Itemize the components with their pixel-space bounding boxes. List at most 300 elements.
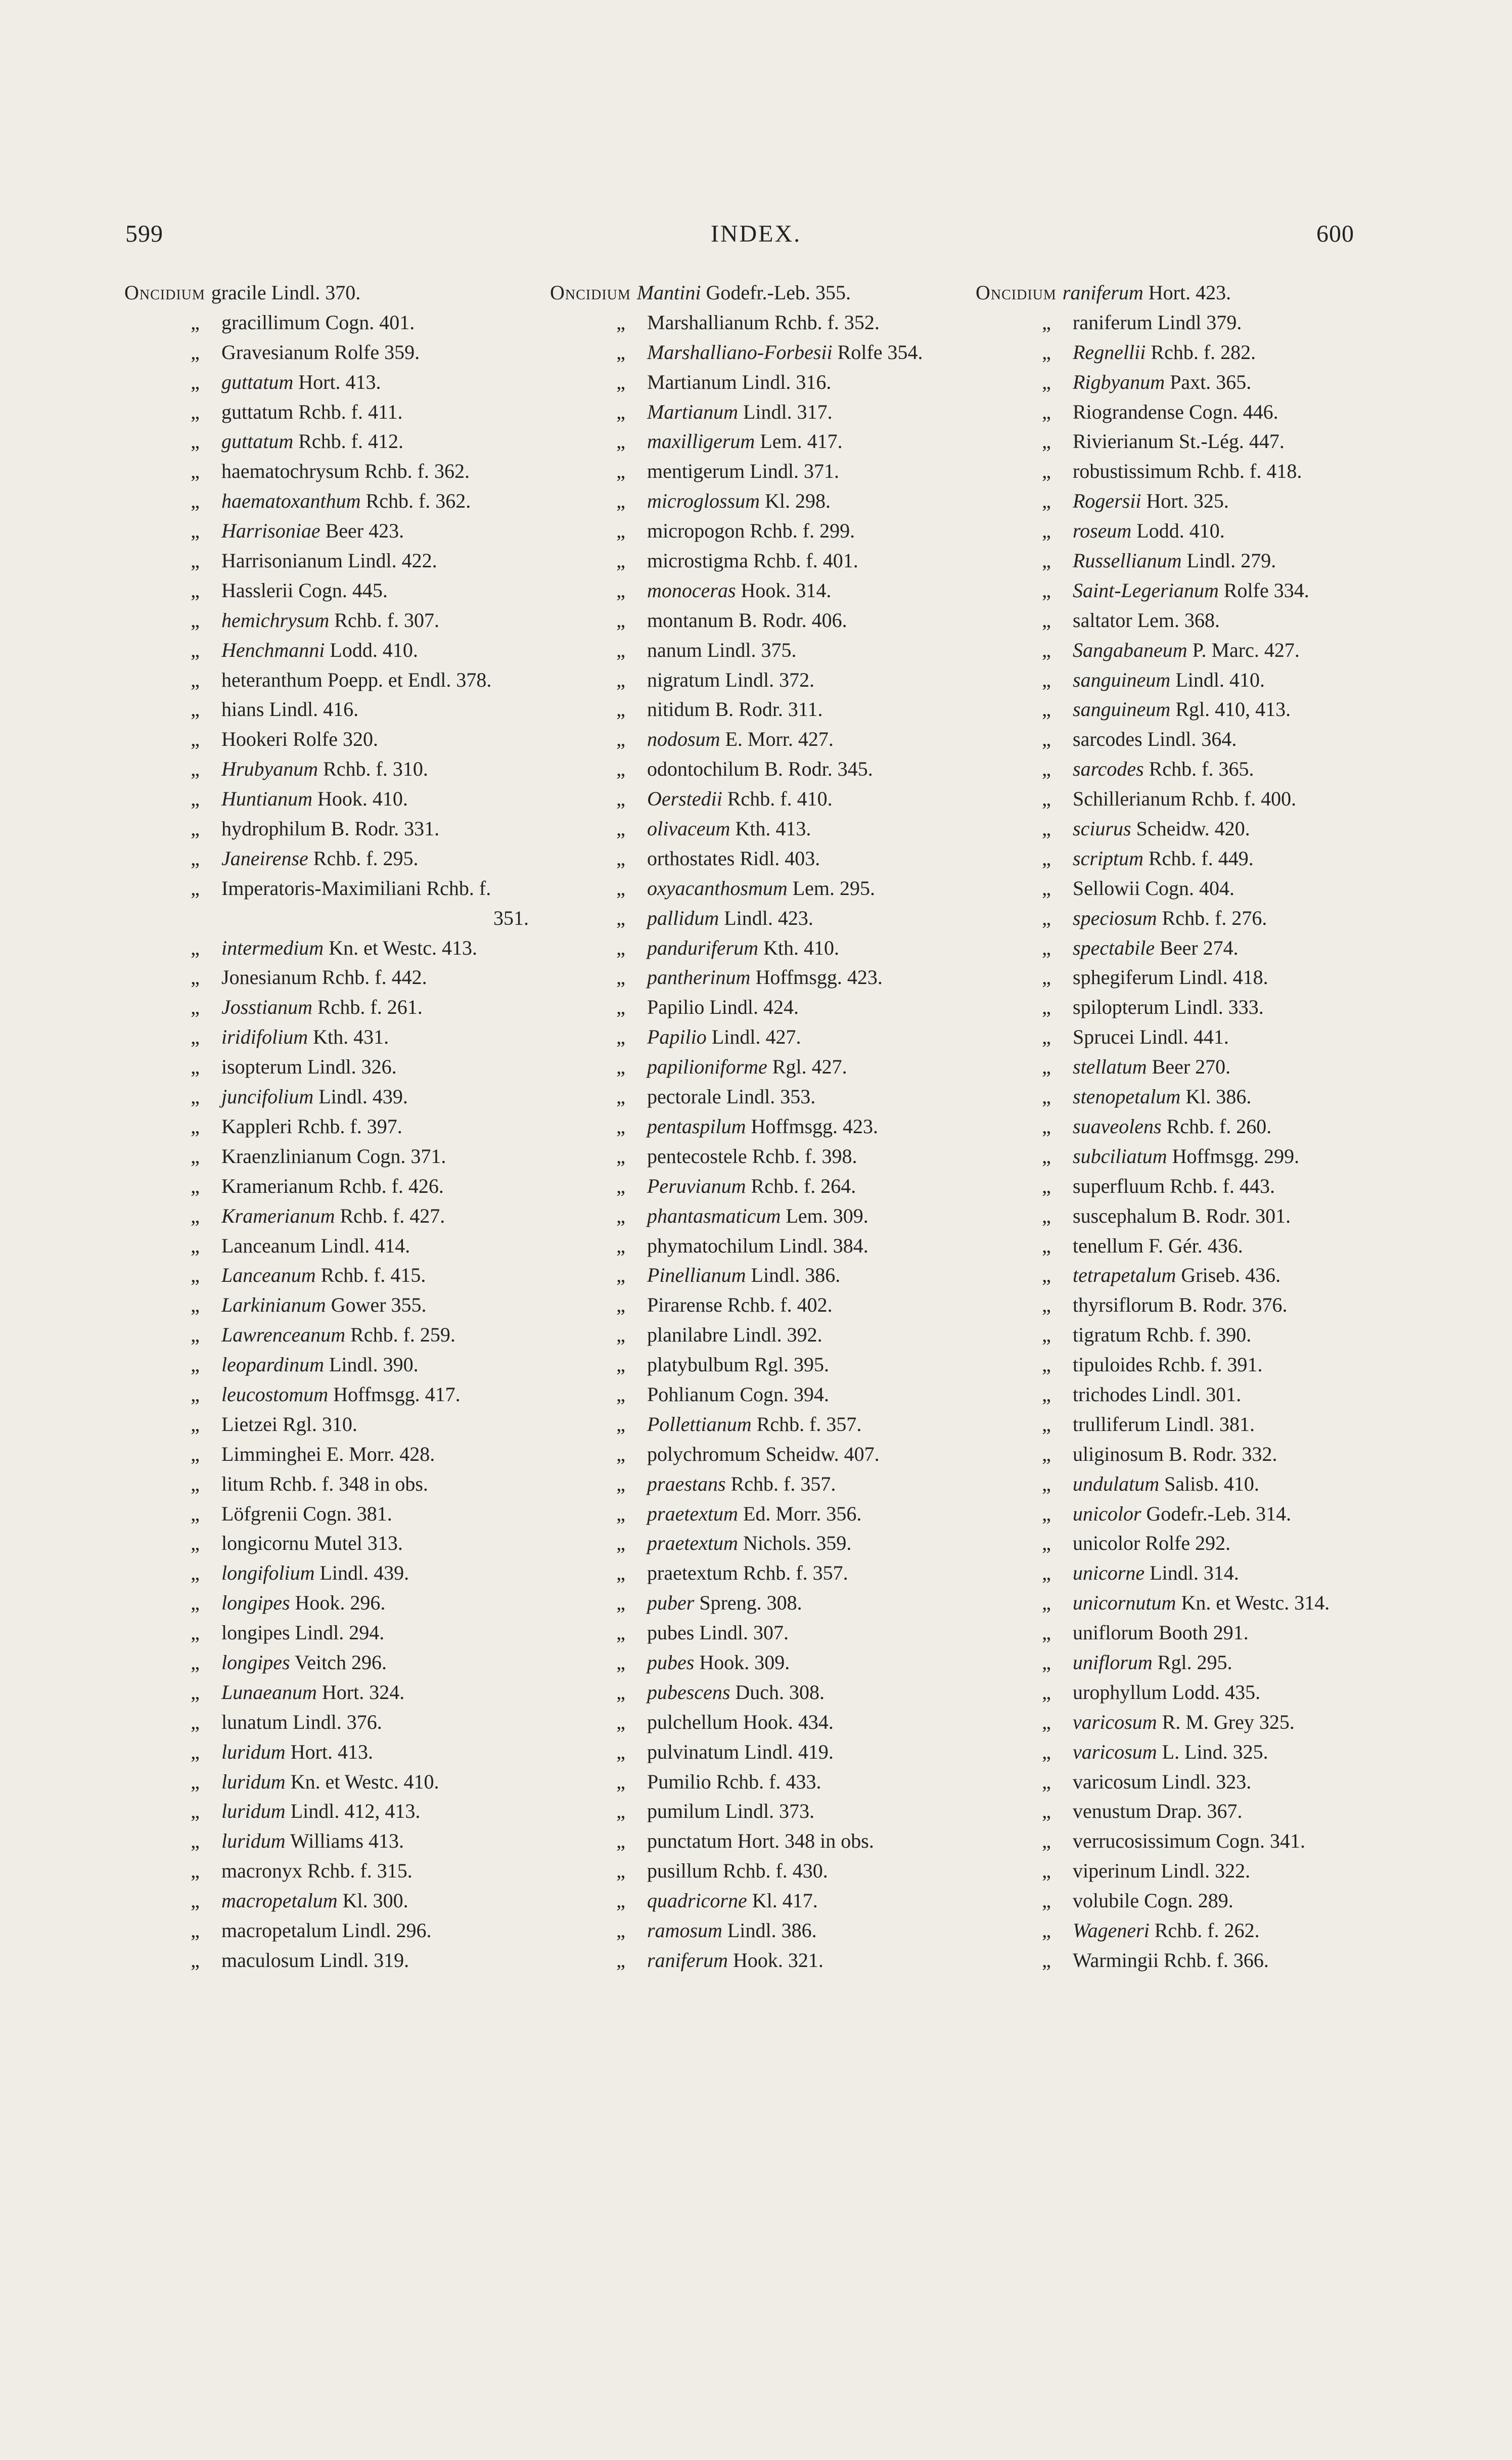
- index-entry: [976, 486, 1421, 516]
- ditto-mark: „: [616, 1114, 625, 1138]
- index-entry: [976, 1201, 1421, 1231]
- index-entry: [976, 1440, 1421, 1469]
- ditto-mark: „: [191, 1502, 200, 1525]
- index-entry: [550, 1380, 995, 1410]
- ditto-mark: „: [191, 1353, 200, 1376]
- ditto-mark: „: [191, 1085, 200, 1108]
- ditto-mark: „: [191, 638, 200, 661]
- authority-and-page: Beer 423.: [325, 519, 404, 543]
- index-entry: [550, 695, 995, 725]
- ditto-mark: „: [1042, 787, 1051, 811]
- authority-and-page: Mutel 313.: [314, 1532, 403, 1555]
- species-name: Lanceanum: [221, 1264, 316, 1287]
- authority-and-page: Rchb. f. 418.: [1197, 460, 1302, 483]
- ditto-mark: „: [616, 966, 625, 989]
- ditto-mark: „: [191, 1412, 200, 1436]
- index-entry: [124, 1946, 569, 1976]
- index-entry: [976, 1380, 1421, 1410]
- index-entry: [124, 784, 569, 814]
- authority-and-page: Lodd. 435.: [1172, 1680, 1261, 1704]
- ditto-mark: „: [1042, 966, 1051, 989]
- authority-and-page: Rchb. f. 276.: [1162, 906, 1267, 929]
- species-name: intermedium: [221, 936, 324, 959]
- authority-and-page: Lindl. 316.: [742, 370, 832, 393]
- index-entry: [550, 1082, 995, 1112]
- index-entry: [976, 1142, 1421, 1172]
- index-entry: [550, 963, 995, 993]
- ditto-mark: „: [191, 1561, 200, 1585]
- index-entry: [550, 1410, 995, 1440]
- authority-and-page: Hort. 423.: [1148, 281, 1231, 304]
- species-name: leopardinum: [221, 1353, 324, 1376]
- index-entry: [550, 1142, 995, 1172]
- index-entry: [124, 308, 569, 338]
- authority-and-page: Hort. 325.: [1146, 489, 1229, 513]
- index-entry: [124, 1916, 569, 1946]
- species-name: luridum: [221, 1740, 286, 1763]
- authority-and-page: B. Rodr. 345.: [764, 757, 873, 781]
- authority-and-page: Lindl. 381.: [1165, 1412, 1255, 1436]
- authority-and-page: Lindl. 364.: [1147, 728, 1237, 751]
- species-name: Russellianum: [1073, 549, 1182, 572]
- index-entry: [550, 516, 995, 546]
- index-entry: [124, 1708, 569, 1737]
- index-entry: [976, 1410, 1421, 1440]
- authority-and-page: Rchb. f. 412.: [298, 430, 403, 453]
- authority-and-page: Hoffmsgg. 417.: [333, 1382, 461, 1406]
- ditto-mark: „: [616, 1353, 625, 1376]
- index-entry: [124, 606, 569, 636]
- species-name: Kappleri: [221, 1114, 292, 1138]
- index-entry: [124, 844, 569, 874]
- ditto-mark: „: [616, 1829, 625, 1853]
- species-name: Kraenzlinianum: [221, 1144, 352, 1168]
- genus-name: Oncidium: [550, 281, 631, 304]
- authority-and-page: Cogn. 404.: [1145, 876, 1235, 900]
- index-entry: [550, 1648, 995, 1678]
- species-name: pectorale: [647, 1085, 721, 1108]
- index-entry: [976, 904, 1421, 933]
- ditto-mark: „: [191, 460, 200, 483]
- authority-and-page: Rchb. f. 390.: [1146, 1323, 1252, 1347]
- authority-and-page: Kl. 298.: [764, 489, 831, 513]
- species-name: Kramerianum: [221, 1204, 335, 1227]
- authority-and-page: Rchb. f. 400.: [1191, 787, 1297, 811]
- index-entry: [124, 665, 569, 695]
- authority-and-page: Rchb. f. 411.: [298, 400, 403, 423]
- index-entry: [124, 1410, 569, 1440]
- species-name: praetextum: [647, 1502, 738, 1525]
- authority-and-page: St.-Lég. 447.: [1178, 430, 1285, 453]
- authority-and-page: Lem. 417.: [760, 430, 843, 453]
- authority-and-page: Lindl. 279.: [1186, 549, 1276, 572]
- authority-and-page: Rchb. f. 415.: [320, 1264, 426, 1287]
- authority-and-page: Salisb. 410.: [1164, 1472, 1259, 1495]
- ditto-mark: „: [616, 1442, 625, 1465]
- index-entry: [550, 1558, 995, 1588]
- index-entry-continuation: [124, 904, 569, 933]
- ditto-mark: „: [616, 846, 625, 870]
- authority-and-page: R. M. Grey 325.: [1162, 1710, 1295, 1733]
- index-entry: [550, 486, 995, 516]
- ditto-mark: „: [616, 638, 625, 661]
- species-name: Marshallianum: [647, 310, 770, 334]
- species-name: uliginosum: [1073, 1442, 1164, 1465]
- authority-and-page: Gower 355.: [331, 1293, 427, 1317]
- index-entry: [550, 725, 995, 754]
- ditto-mark: „: [1042, 1234, 1051, 1257]
- index-entry: [976, 457, 1421, 486]
- species-name: Lanceanum: [221, 1234, 316, 1257]
- index-entry: [976, 1648, 1421, 1678]
- ditto-mark: „: [616, 876, 625, 900]
- authority-and-page: Ridl. 403.: [740, 846, 820, 870]
- index-entry: [976, 1618, 1421, 1648]
- species-name: Regnellii: [1073, 340, 1146, 364]
- species-name: pantherinum: [647, 966, 751, 989]
- authority-and-page: Lindl. 353.: [726, 1085, 816, 1108]
- index-entry: [550, 636, 995, 665]
- index-entry: [550, 1440, 995, 1469]
- ditto-mark: „: [191, 1829, 200, 1853]
- species-name: phantasmaticum: [647, 1204, 781, 1227]
- ditto-mark: „: [191, 1293, 200, 1317]
- ditto-mark: „: [191, 1532, 200, 1555]
- species-name: Papilio: [647, 1025, 707, 1049]
- authority-and-page: Rchb. f. 348 in obs.: [269, 1472, 428, 1495]
- index-entry: [550, 874, 995, 904]
- species-name: speciosum: [1073, 906, 1157, 929]
- index-entry: [124, 1499, 569, 1529]
- index-entry: [976, 636, 1421, 665]
- ditto-mark: „: [191, 1323, 200, 1347]
- species-name: luridum: [221, 1829, 286, 1853]
- ditto-mark: „: [1042, 1561, 1051, 1585]
- authority-and-page: Hook. 410.: [317, 787, 408, 811]
- species-name: heteranthum: [221, 668, 323, 691]
- species-name: odontochilum: [647, 757, 760, 781]
- authority-and-page: Lem. 295.: [792, 876, 876, 900]
- index-entry: [976, 1886, 1421, 1916]
- index-entry: [124, 1201, 569, 1231]
- index-entry: [550, 1052, 995, 1082]
- index-entry: [124, 695, 569, 725]
- ditto-mark: „: [616, 489, 625, 513]
- ditto-mark: „: [1042, 460, 1051, 483]
- authority-and-page: L. Lind. 325.: [1162, 1740, 1268, 1763]
- index-entry: [550, 1767, 995, 1797]
- authority-and-page: Rchb. f. 357.: [730, 1472, 836, 1495]
- ditto-mark: „: [191, 1800, 200, 1823]
- index-entry: [124, 1142, 569, 1172]
- index-entry: [976, 516, 1421, 546]
- ditto-mark: „: [616, 578, 625, 602]
- index-entry: [550, 754, 995, 784]
- species-name: pumilum: [647, 1800, 720, 1823]
- species-name: Pinellianum: [647, 1264, 746, 1287]
- species-name: tigratum: [1073, 1323, 1141, 1347]
- ditto-mark: „: [1042, 876, 1051, 900]
- species-name: macropetalum: [221, 1918, 337, 1942]
- ditto-mark: „: [191, 1889, 200, 1912]
- species-name: suscephalum: [1073, 1204, 1177, 1227]
- authority-and-page: Scheidw. 420.: [1136, 817, 1250, 840]
- authority-and-page: Hort. 413.: [290, 1740, 374, 1763]
- authority-and-page: Hort. 413.: [298, 370, 381, 393]
- authority-and-page: Rchb. f. 264.: [751, 1174, 856, 1197]
- ditto-mark: „: [1042, 906, 1051, 929]
- authority-and-page: Rchb. f. 260.: [1166, 1114, 1272, 1138]
- species-name: Hasslerii: [221, 578, 294, 602]
- ditto-mark: „: [1042, 1025, 1051, 1049]
- species-name: Larkinianum: [221, 1293, 326, 1317]
- index-entry: [976, 1708, 1421, 1737]
- ditto-mark: „: [191, 370, 200, 393]
- index-entry: [124, 1737, 569, 1767]
- index-entry: [124, 546, 569, 576]
- ditto-mark: „: [616, 1532, 625, 1555]
- ditto-mark: „: [191, 1650, 200, 1674]
- ditto-mark: „: [1042, 400, 1051, 423]
- ditto-mark: „: [616, 1502, 625, 1525]
- entry-page-reference: 351.: [493, 906, 529, 929]
- ditto-mark: „: [1042, 608, 1051, 632]
- species-name: trichodes: [1073, 1382, 1147, 1406]
- index-entry: [550, 546, 995, 576]
- species-name: orthostates: [647, 846, 735, 870]
- authority-and-page: Lindl. 386.: [751, 1264, 841, 1287]
- species-name: trulliferum: [1073, 1412, 1161, 1436]
- index-entry: [550, 1469, 995, 1499]
- species-name: quadricorne: [647, 1889, 747, 1912]
- species-name: Pollettianum: [647, 1412, 752, 1436]
- authority-and-page: Cogn. 445.: [298, 578, 388, 602]
- species-name: nanum: [647, 638, 702, 661]
- page-header: [0, 220, 1512, 260]
- species-name: haematoxanthum: [221, 489, 361, 513]
- ditto-mark: „: [616, 1650, 625, 1674]
- authority-and-page: Rchb. f. 442.: [322, 966, 427, 989]
- species-name: Josstianum: [221, 996, 312, 1019]
- index-entry: [976, 1022, 1421, 1052]
- ditto-mark: „: [1042, 549, 1051, 572]
- index-entry: [550, 308, 995, 338]
- species-name: unicornutum: [1073, 1591, 1176, 1615]
- authority-and-page: Rchb. f. 402.: [727, 1293, 833, 1317]
- authority-and-page: Hook. 321.: [733, 1948, 823, 1972]
- index-entry: [124, 1172, 569, 1201]
- species-name: longipes: [221, 1591, 290, 1615]
- species-name: phymatochilum: [647, 1234, 774, 1257]
- ditto-mark: „: [1042, 1650, 1051, 1674]
- index-entry: [124, 963, 569, 993]
- species-name: macropetalum: [221, 1889, 338, 1912]
- ditto-mark: „: [1042, 430, 1051, 453]
- authority-and-page: Lindl. 371.: [750, 460, 839, 483]
- ditto-mark: „: [191, 430, 200, 453]
- ditto-mark: „: [1042, 1621, 1051, 1644]
- species-name: verrucosissimum: [1073, 1829, 1211, 1853]
- species-name: Henchmanni: [221, 638, 325, 661]
- genus-name: Oncidium: [976, 281, 1057, 304]
- index-entry: [550, 814, 995, 844]
- species-name: isopterum: [221, 1055, 302, 1079]
- ditto-mark: „: [616, 340, 625, 364]
- index-entry: [976, 1916, 1421, 1946]
- authority-and-page: Rchb. f. 430.: [723, 1859, 828, 1883]
- authority-and-page: E. Morr. 427.: [725, 728, 834, 751]
- authority-and-page: Lindl. 390.: [329, 1353, 419, 1376]
- authority-and-page: Lindl. 373.: [725, 1800, 815, 1823]
- authority-and-page: B. Rodr. 376.: [1178, 1293, 1288, 1317]
- ditto-mark: „: [616, 1323, 625, 1347]
- index-entry: [124, 1558, 569, 1588]
- ditto-mark: „: [1042, 1323, 1051, 1347]
- species-name: raniferum: [1073, 310, 1153, 334]
- index-entry: [550, 368, 995, 397]
- ditto-mark: „: [191, 1918, 200, 1942]
- authority-and-page: Rchb. f. 362.: [365, 489, 471, 513]
- index-entry: [976, 1290, 1421, 1320]
- page-number-right: 600: [1316, 220, 1354, 247]
- authority-and-page: Rchb. f. 410.: [727, 787, 833, 811]
- authority-and-page: B. Rodr. 332.: [1169, 1442, 1277, 1465]
- ditto-mark: „: [191, 1591, 200, 1615]
- index-entry: [550, 1022, 995, 1052]
- index-entry: [976, 1856, 1421, 1886]
- species-name: Lietzei: [221, 1412, 278, 1436]
- authority-and-page: Rgl. 295.: [1157, 1650, 1232, 1674]
- index-entry: [124, 516, 569, 546]
- ditto-mark: „: [1042, 578, 1051, 602]
- index-entry: [124, 725, 569, 754]
- index-entry: [976, 1588, 1421, 1618]
- index-entry: [550, 1856, 995, 1886]
- index-entry: [976, 1767, 1421, 1797]
- index-entry: [550, 1201, 995, 1231]
- authority-and-page: Cogn. 341.: [1216, 1829, 1305, 1853]
- authority-and-page: Cogn. 394.: [740, 1382, 830, 1406]
- species-name: nitidum: [647, 698, 710, 721]
- ditto-mark: „: [616, 430, 625, 453]
- species-name: leucostomum: [221, 1382, 329, 1406]
- ditto-mark: „: [1042, 1889, 1051, 1912]
- authority-and-page: Lindl. 314.: [1150, 1561, 1239, 1585]
- ditto-mark: „: [191, 698, 200, 721]
- species-name: Warmingii: [1073, 1948, 1159, 1972]
- authority-and-page: Lindl. 370.: [271, 281, 361, 304]
- authority-and-page: Lindl. 384.: [779, 1234, 868, 1257]
- index-entry: [976, 427, 1421, 457]
- ditto-mark: „: [191, 1442, 200, 1465]
- ditto-mark: „: [1042, 817, 1051, 840]
- index-entry: [124, 1618, 569, 1648]
- species-name: Limminghei: [221, 1442, 322, 1465]
- species-name: gracillimum: [221, 310, 320, 334]
- species-name: ramosum: [647, 1918, 722, 1942]
- index-entry: [550, 784, 995, 814]
- ditto-mark: „: [1042, 846, 1051, 870]
- index-entry: [976, 1499, 1421, 1529]
- species-name: iridifolium: [221, 1025, 308, 1049]
- ditto-mark: „: [616, 1412, 625, 1436]
- authority-and-page: Veitch 296.: [294, 1650, 387, 1674]
- ditto-mark: „: [616, 936, 625, 959]
- index-entry: [550, 606, 995, 636]
- species-name: planilabre: [647, 1323, 728, 1347]
- ditto-mark: „: [191, 549, 200, 572]
- species-name: litum: [221, 1472, 264, 1495]
- authority-and-page: Rchb. f. 352.: [774, 310, 880, 334]
- index-entry: [550, 1826, 995, 1856]
- index-entry: [976, 1678, 1421, 1708]
- species-name: praestans: [647, 1472, 726, 1495]
- species-name: scriptum: [1073, 846, 1143, 870]
- species-name: unicolor: [1073, 1502, 1141, 1525]
- ditto-mark: „: [616, 1055, 625, 1079]
- species-name: lunatum: [221, 1710, 288, 1733]
- authority-and-page: Rchb. f. 315.: [307, 1859, 413, 1883]
- index-entry: [550, 1678, 995, 1708]
- species-name: Rogersii: [1073, 489, 1141, 513]
- species-name: Pirarense: [647, 1293, 722, 1317]
- authority-and-page: Rchb. f. 443.: [1170, 1174, 1275, 1197]
- species-name: uniflorum: [1073, 1621, 1154, 1644]
- index-entry: [124, 1856, 569, 1886]
- authority-and-page: Lindl. 439.: [318, 1085, 408, 1108]
- authority-and-page: Rchb. f.: [426, 876, 491, 900]
- ditto-mark: „: [191, 996, 200, 1019]
- authority-and-page: Rchb. f. 295.: [313, 846, 419, 870]
- species-name: pulchellum: [647, 1710, 738, 1733]
- authority-and-page: Rolfe 359.: [334, 340, 420, 364]
- species-name: Martianum: [647, 400, 738, 423]
- authority-and-page: Cogn. 371.: [356, 1144, 446, 1168]
- index-entry: [550, 338, 995, 368]
- page-title: INDEX.: [710, 220, 802, 247]
- ditto-mark: „: [1042, 757, 1051, 781]
- species-name: guttatum: [221, 370, 294, 393]
- species-name: Sellowii: [1073, 876, 1140, 900]
- authority-and-page: Lindl. 423.: [724, 906, 813, 929]
- species-name: venustum: [1073, 1800, 1152, 1823]
- index-entry: [124, 486, 569, 516]
- species-name: Papilio: [647, 996, 705, 1019]
- index-entry: [550, 1261, 995, 1290]
- authority-and-page: Rolfe 292.: [1145, 1532, 1231, 1555]
- ditto-mark: „: [1042, 1293, 1051, 1317]
- species-name: longifolium: [221, 1561, 315, 1585]
- ditto-mark: „: [191, 1621, 200, 1644]
- index-entry: [976, 1529, 1421, 1558]
- species-name: Saint-Legerianum: [1073, 578, 1219, 602]
- species-name: Oerstedii: [647, 787, 722, 811]
- authority-and-page: F. Gér. 436.: [1148, 1234, 1243, 1257]
- index-entry: [976, 1469, 1421, 1499]
- ditto-mark: „: [616, 1174, 625, 1197]
- authority-and-page: Hook. 434.: [743, 1710, 834, 1733]
- authority-and-page: Lindl. 422.: [347, 549, 437, 572]
- ditto-mark: „: [191, 1859, 200, 1883]
- authority-and-page: Rchb. f. 433.: [716, 1770, 821, 1793]
- ditto-mark: „: [191, 846, 200, 870]
- species-name: Hookeri: [221, 728, 288, 751]
- ditto-mark: „: [191, 1025, 200, 1049]
- authority-and-page: Lindl. 386.: [727, 1918, 817, 1942]
- authority-and-page: Kth. 410.: [763, 936, 839, 959]
- authority-and-page: B. Rodr. 301.: [1182, 1204, 1291, 1227]
- ditto-mark: „: [191, 1680, 200, 1704]
